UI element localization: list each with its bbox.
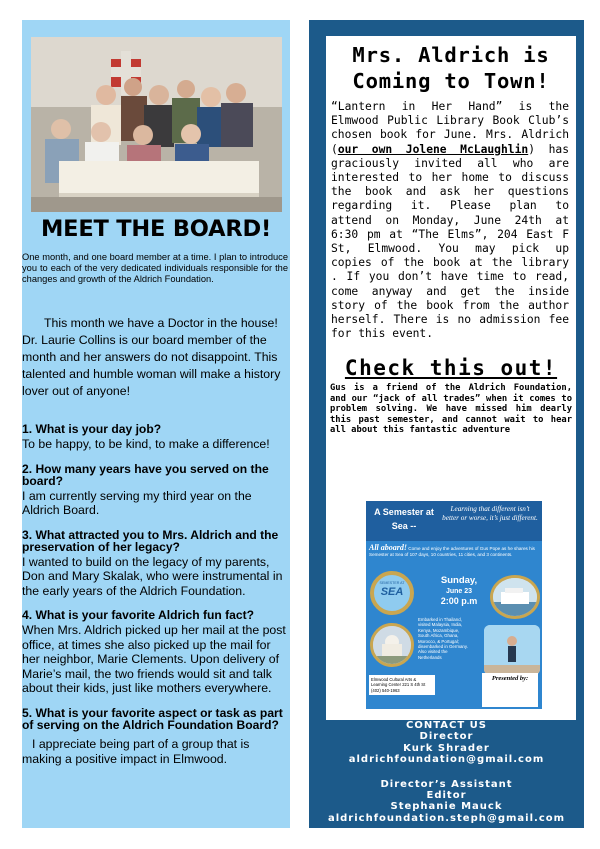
semester-at-sea-logo <box>370 571 414 615</box>
board-column <box>22 20 290 828</box>
board-month-paragraph: This month we have a Doctor in the house! Dr. Laurie Collins is our board member of the month and her answers do not disappoint. This talented and humble woman will make a history lover out of anyone! <box>22 316 281 398</box>
board-group-photo <box>31 37 282 212</box>
flyer-location: Elmwood Cultural Arts & Learning Center 221 S 4th St (402) 540-1963 <box>369 675 435 695</box>
director-title: Director <box>419 731 474 743</box>
jolene-highlight: our own Jolene McLaughlin <box>337 142 529 156</box>
board-qa <box>22 423 288 778</box>
flyer-all-aboard: All aboard! <box>369 543 408 552</box>
assistant-title: Director’s Assistant <box>380 778 513 790</box>
editor-title: Editor <box>426 790 467 802</box>
events-panel <box>326 36 576 720</box>
flyer-description-text: Come and enjoy the adventures of Gus Pope as he shares his Semester at Sea of 107 days, 10 countries, 11 cities, and 3 continents. <box>369 546 535 557</box>
question-5: 5. What is your favorite aspect or task as part of serving on the Aldrich Foundation Board? <box>22 705 283 732</box>
events-column <box>309 20 584 828</box>
traveler-photo <box>484 625 540 675</box>
board-title: MEET THE BOARD! <box>40 216 272 242</box>
flyer-date-text: June 23 <box>445 588 473 595</box>
contact-spacer <box>309 766 584 779</box>
director-name: Kurk Shrader <box>403 742 490 754</box>
ship-illustration <box>493 578 537 616</box>
aldrich-body-end: ) has graciously invited all who are interested to her home to discuss the book and ask her questions regarding it. Please plan to attend on Monday, June 24th at 6:30 pm at “The Elms”, 204 East F St, Elmwood. You may pick up copies of the book at the library . If you don’t have time to read, come anyway and get the inside story of the book from the author herself. There is no admission fee for this event. <box>331 142 569 341</box>
flyer-time: 2:00 p.m <box>440 596 478 606</box>
taj-mahal-illustration <box>373 626 411 664</box>
flyer-title: A Semester at Sea -- <box>374 507 434 531</box>
answer-1: To be happy, to be kind, to make a difference! <box>22 437 270 451</box>
contact-heading: CONTACT US <box>406 720 487 731</box>
flyer-quote: Learning that different isn’t better or worse, it’s just different. <box>442 505 538 522</box>
aldrich-body-start: “Lantern in Her Hand” is the Elmwood Public Library Book Club’s chosen book for June. Mrs. Aldrich ( <box>331 100 569 156</box>
answer-3: I wanted to build on the legacy of my parents, Don and Mary Skalak, who were instrumental in the early years of the Aldrich Foundation. <box>22 554 283 598</box>
logo-label: SEMESTER AT <box>379 581 405 585</box>
contact-section <box>309 720 584 824</box>
question-1: 1. What is your day job? <box>22 422 162 436</box>
check-title: Check this out! <box>344 356 558 381</box>
answer-4: When Mrs. Aldrich picked up her mail at the post office, at times she also picked up the mail for her neighbor, Marie Clements. Upon delivery of Marie’s mail, the two friends would sit and talk about their kids, just like mothers everywhere. <box>22 623 286 695</box>
ship-photo <box>490 575 540 619</box>
question-4: 4. What is your favorite Aldrich fun fact? <box>22 608 255 622</box>
semester-at-sea-flyer <box>366 501 542 709</box>
question-3: 3. What attracted you to Mrs. Aldrich and the preservation of her legacy? <box>22 527 279 554</box>
flyer-presented: Presented by: <box>482 673 538 707</box>
aldrich-body <box>331 100 569 341</box>
taj-mahal-photo <box>370 623 414 667</box>
board-intro: One month, and one board member at a time. I plan to introduce you to each of the very dedicated individuals responsible for the changes and growth of the Aldrich Foundation. <box>22 252 288 284</box>
flyer-header <box>366 501 542 541</box>
flyer-visited: Embarked in Thailand, visited Malaysia, India, Kenya, Mozambique, South Africa, Ghana, Morocco, & Portugal; disembarked in Germany. Also visited the Netherlands <box>418 617 468 660</box>
assistant-name: Stephanie Mauck <box>390 801 503 813</box>
answer-5: I appreciate being part of a group that is making a positive impact in Elmwood. <box>22 736 250 766</box>
flyer-day: Sunday, <box>440 575 478 586</box>
aldrich-title: Mrs. Aldrich is Coming to Town! <box>352 43 550 93</box>
answer-2: I am currently serving my third year on the Aldrich Board. <box>22 488 252 517</box>
flyer-date <box>434 575 484 607</box>
check-body: Gus is a friend of the Aldrich Foundation, and our “jack of all trades” when it comes to problem solving. We have missed him dearly this past semester, and cannot wait to hear all about this fantastic adventure <box>330 383 572 436</box>
assistant-email[interactable]: aldrichfoundation.steph@gmail.com <box>327 812 566 824</box>
director-email[interactable]: aldrichfoundation@gmail.com <box>348 754 545 766</box>
group-photo-illustration <box>31 37 282 212</box>
logo-sea: SEA <box>380 586 404 598</box>
traveler-illustration <box>484 625 540 675</box>
question-2: 2. How many years have you served on the board? <box>22 461 269 488</box>
flyer-description <box>369 545 539 557</box>
